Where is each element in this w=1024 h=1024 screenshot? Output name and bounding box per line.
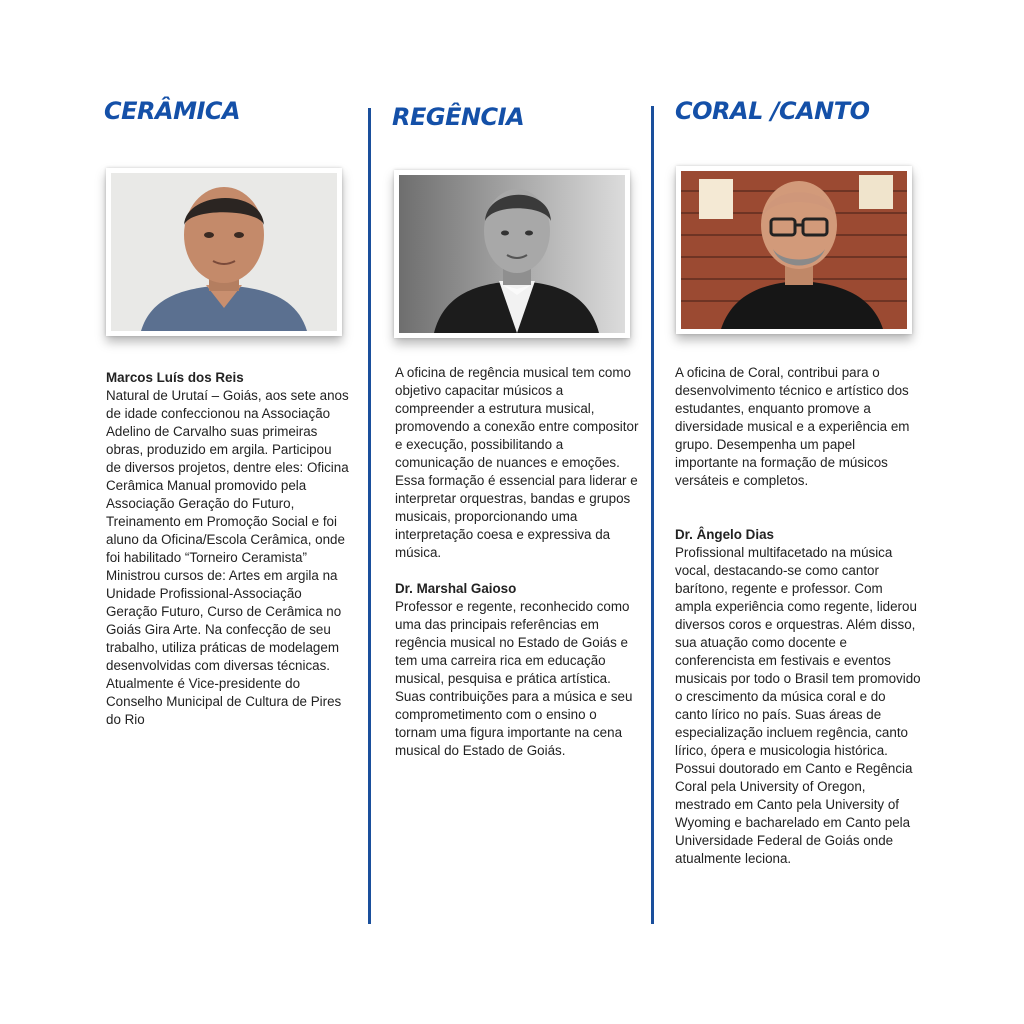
heading-regencia: REGÊNCIA [392,103,525,131]
workshop-description: A oficina de regência musical tem como objetivo capacitar músicos a compreender a estrutura musical, promovendo a conexão entre compositor e execução, possibilitando a comunicação de nuances e emoções. Essa formação é essencial para liderar e interpretar orquestras, bandas e grupos musicais, proporcionando uma interpretação coesa e expressiva da música. [395,365,639,560]
person-bio: Natural de Urutaí – Goiás, aos sete anos de idade confeccionou na Associação Adelino de Carvalho suas primeiras obras, produzido em argila. Participou de diversos projetos, dentre eles: Oficina Cerâmica Manual promovido pela Associação Geração do Futuro, Treinamento em Promoção Social e foi aluno da Oficina/Escola Cerâmica, onde foi habilitado “Torneiro Ceramista” Ministrou cursos de: Artes em argila na Unidade Profissional-Associação Geração Futuro, Curso de Cerâmica no Goiás Gira Arte. Na confecção de seu trabalho, utiliza práticas de modelagem desenvolvidas com diversas técnicas. Atualmente é Vice-presidente do Conselho Municipal de Cultura de Pires do Rio [106,388,349,727]
column-divider [651,106,654,924]
photo-marshal-gaioso [394,170,630,338]
portrait-icon [681,171,907,329]
text-block-coral-canto [675,364,921,868]
photo-marcos-luis-dos-reis [106,168,342,336]
heading-coral-canto: CORAL /CANTO [675,97,870,125]
text-block-regencia [395,364,639,760]
person-name: Dr. Ângelo Dias [675,527,774,542]
text-block-ceramica [106,369,350,729]
person-name: Marcos Luís dos Reis [106,370,244,385]
person-bio: Professor e regente, reconhecido como uma das principais referências em regência musical no Estado de Goiás e tem uma carreira rica em educação musical, pesquisa e prática artística. Suas contribuições para a música e seu comprometimento com o ensino o tornam uma figura importante na cena musical do Estado de Goiás. [395,599,633,758]
workshop-description: A oficina de Coral, contribui para o desenvolvimento técnico e artístico dos estudantes, enquanto promove a diversidade musical e a experiência em grupo. Desempenha um papel importante na formação de músicos versáteis e completos. [675,365,910,488]
heading-ceramica: CERÂMICA [104,97,241,125]
portrait-icon [399,175,625,333]
person-bio: Profissional multifacetado na música vocal, destacando-se como cantor barítono, regente e professor. Com ampla experiência como regente, liderou diversos coros e orquestras. Além disso, sua atuação como docente e conferencista em festivais e eventos musicais por todo o Brasil tem promovido o crescimento da música coral e do canto lírico no país. Suas áreas de especialização incluem regência, canto lírico, ópera e musicologia histórica. Possui doutorado em Canto e Regência Coral pela University of Oregon, mestrado em Canto pela University of Wyoming e bacharelado em Canto pela Universidade Federal de Goiás onde atualmente leciona. [675,545,921,866]
photo-angelo-dias [676,166,912,334]
portrait-icon [111,173,337,331]
column-divider [368,108,371,924]
person-name: Dr. Marshal Gaioso [395,581,517,596]
